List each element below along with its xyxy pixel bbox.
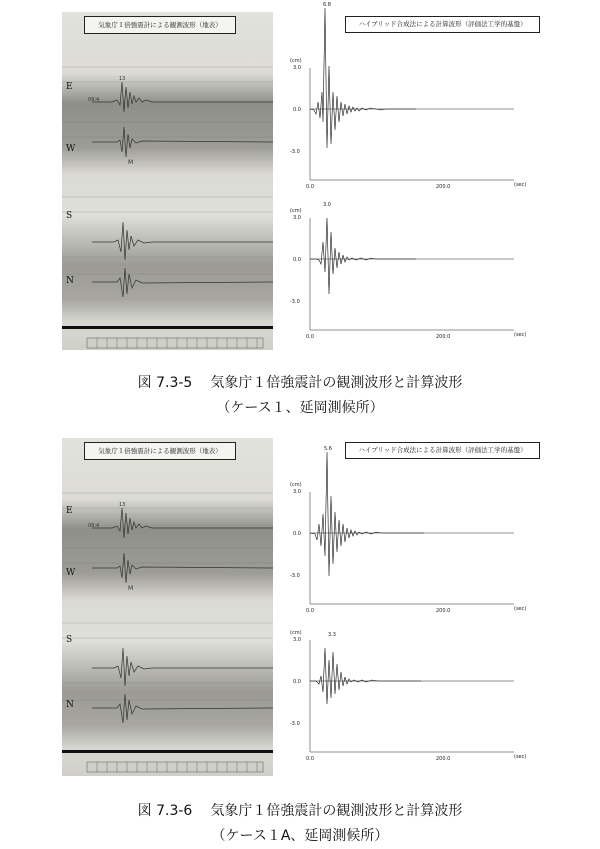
y-zero-tick: 0.0 [293,107,301,113]
figure-7-3-6 [0,424,600,849]
peak-label: 3.0 [323,202,331,208]
sensor-letter-n: N [66,276,74,286]
sensor-letter-e: E [66,506,73,516]
peak-label: 5.6 [324,446,332,452]
y-unit: (cm) [290,208,302,214]
waveform-plot-ns [286,624,538,762]
y-min-tick: -3.0 [290,573,300,579]
y-min-tick: -3.0 [290,149,300,155]
photo-label: 気象庁１倍強震計による観測波形（地表） [84,16,236,34]
trace-mark-time: 09:4 [88,523,100,529]
peak-label: 3.3 [328,632,336,638]
sensor-letter-n: N [66,700,74,710]
y-unit: (cm) [290,482,302,488]
plot-label: ハイブリッド合成法による計算波形（評価法工学的基盤） [345,442,540,459]
x-unit: (sec) [514,182,527,188]
x-200-tick: 200.0 [436,756,451,762]
figure-number: 図 7.3-6 [137,803,193,819]
sensor-letter-s: S [66,635,73,645]
figure-subtitle: （ケース１A、延岡測候所） [211,828,389,844]
x-unit: (sec) [514,754,527,760]
y-min-tick: -3.0 [290,721,300,727]
x-200-tick: 200.0 [436,608,451,614]
x-200-tick: 200.0 [436,184,451,190]
y-zero-tick: 0.0 [293,679,301,685]
figure-title: 気象庁１倍強震計の観測波形と計算波形 [210,375,463,391]
waveform-plot-ns [286,202,538,340]
peak-label: 6.8 [323,2,331,8]
figure-caption [0,372,600,392]
figure-7-3-5 [0,0,600,424]
x-zero-tick: 0.0 [306,334,314,340]
trace-mark-amp: 13 [119,76,126,82]
x-zero-tick: 0.0 [306,184,314,190]
trace-mark-m: M [128,159,134,166]
figure-subtitle: （ケース１、延岡測候所） [216,400,384,416]
y-max-tick: 3.0 [293,65,301,71]
y-unit: (cm) [290,58,302,64]
x-zero-tick: 0.0 [306,756,314,762]
x-zero-tick: 0.0 [306,608,314,614]
plot-label: ハイブリッド合成法による計算波形（評価法工学的基盤） [345,16,540,33]
y-zero-tick: 0.0 [293,531,301,537]
seismogram-traces [62,438,273,776]
figure-number: 図 7.3-5 [137,375,193,391]
seismogram-traces [62,12,273,350]
x-200-tick: 200.0 [436,334,451,340]
sensor-letter-w: W [66,568,76,578]
y-max-tick: 3.0 [293,489,301,495]
y-max-tick: 3.0 [293,215,301,221]
photo-label: 気象庁１倍強震計による観測波形（地表） [84,442,236,460]
figure-caption [0,800,600,820]
trace-mark-m: M [128,585,134,592]
sensor-letter-s: S [66,211,73,221]
figure-title: 気象庁１倍強震計の観測波形と計算波形 [210,803,463,819]
y-max-tick: 3.0 [293,637,301,643]
trace-mark-time: 09:4 [88,97,100,103]
sensor-letter-w: W [66,144,76,154]
sensor-letter-e: E [66,82,73,92]
y-zero-tick: 0.0 [293,257,301,263]
y-min-tick: -3.0 [290,299,300,305]
x-unit: (sec) [514,606,527,612]
x-unit: (sec) [514,332,527,338]
y-unit: (cm) [290,630,302,636]
trace-mark-amp: 13 [119,502,126,508]
